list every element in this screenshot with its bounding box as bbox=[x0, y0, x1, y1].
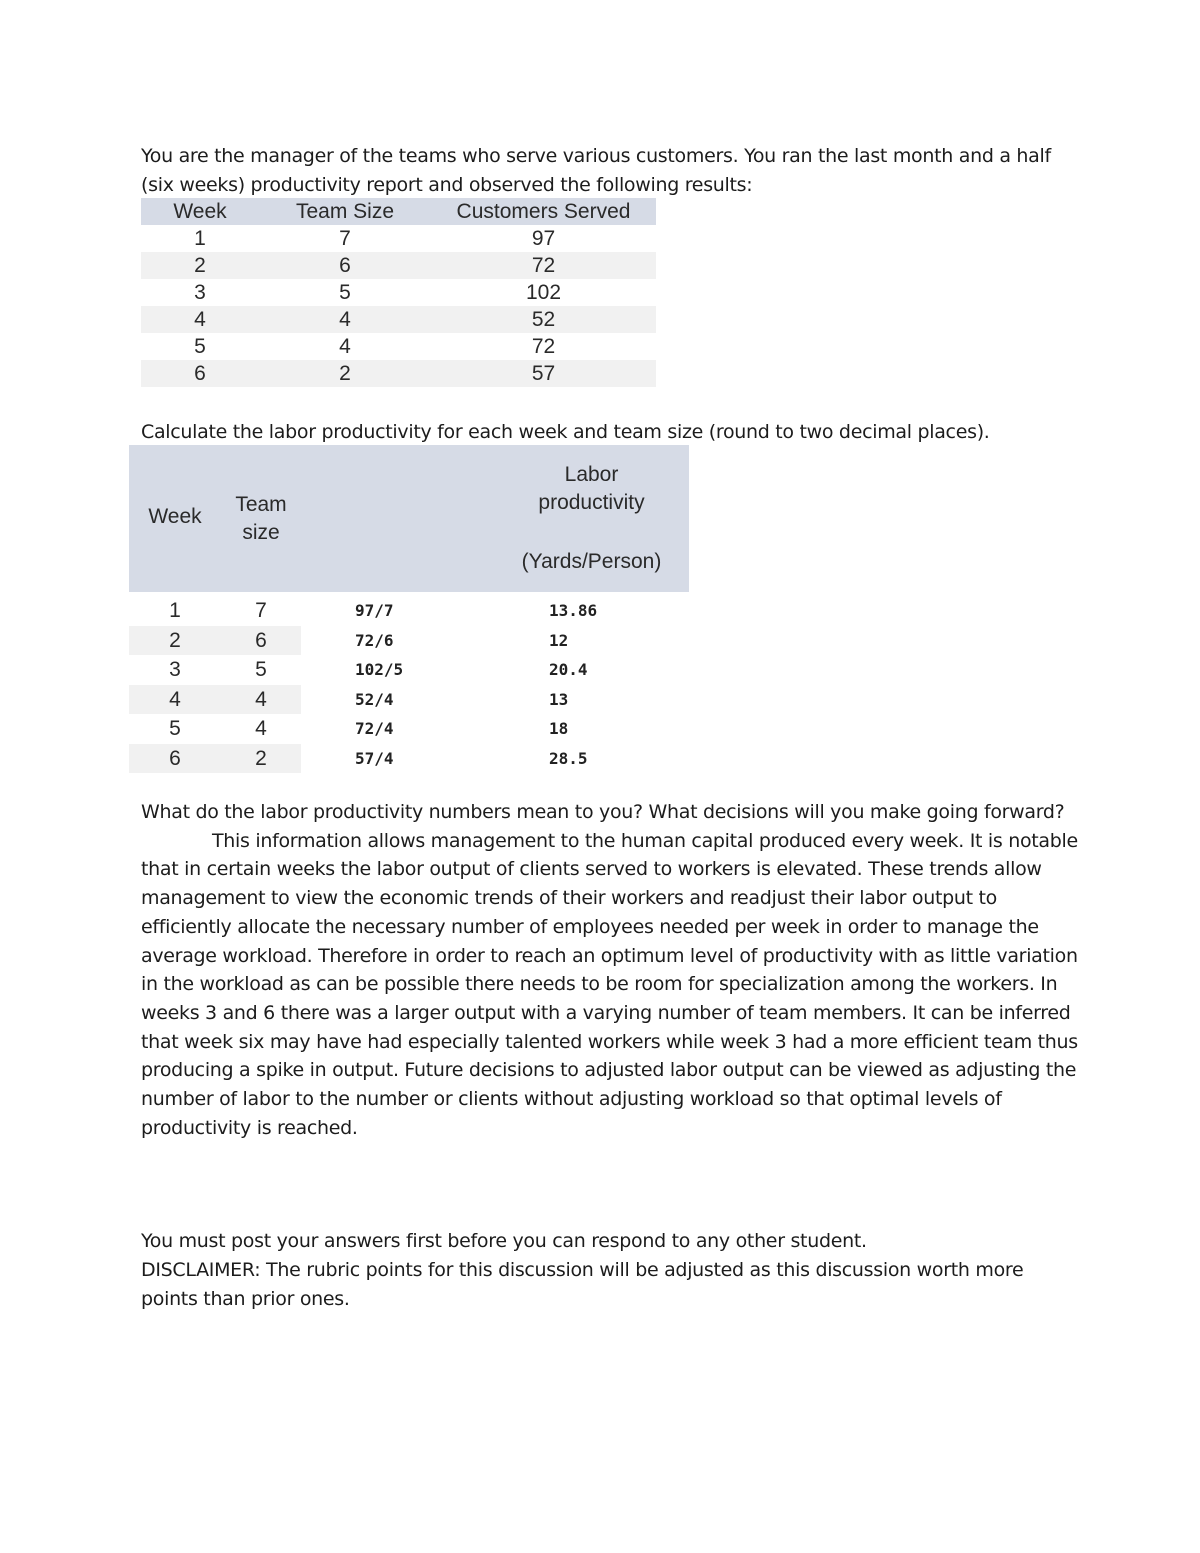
cell-productivity: 13 bbox=[549, 689, 569, 709]
cell-formula: 97/7 bbox=[355, 601, 394, 620]
header-team-size: Team Size bbox=[295, 200, 395, 223]
cell-customers: 52 bbox=[531, 308, 556, 331]
cell-week: 6 bbox=[194, 362, 206, 385]
answer-paragraph bbox=[141, 827, 1081, 1143]
table-row bbox=[129, 655, 689, 685]
answer-section bbox=[141, 798, 1081, 1142]
table-row bbox=[141, 279, 656, 306]
cell-team-size: 5 bbox=[339, 281, 351, 304]
header-week: Week bbox=[148, 505, 202, 528]
header-lp-line2: productivity bbox=[538, 491, 645, 514]
cell-team-size: 4 bbox=[255, 687, 267, 711]
cell-customers: 102 bbox=[525, 281, 562, 304]
table-row bbox=[129, 626, 689, 656]
cell-customers: 72 bbox=[531, 254, 556, 277]
results-table bbox=[141, 198, 656, 387]
table-row bbox=[129, 714, 689, 744]
cell-week: 2 bbox=[169, 628, 181, 652]
header-customers-served: Customers Served bbox=[456, 200, 631, 223]
productivity-table-body bbox=[129, 596, 689, 773]
cell-team-size: 6 bbox=[339, 254, 351, 277]
cell-week: 4 bbox=[169, 687, 181, 711]
header-week: Week bbox=[173, 200, 227, 223]
header-labor-productivity bbox=[509, 461, 674, 517]
cell-team-size: 4 bbox=[339, 308, 351, 331]
cell-formula: 72/6 bbox=[355, 630, 394, 650]
header-team-line1: Team bbox=[235, 493, 287, 516]
posting-note: You must post your answers first before you can respond to any other student. bbox=[141, 1230, 867, 1252]
question-calculate: Calculate the labor productivity for each week and team size (round to two decimal places). bbox=[141, 421, 990, 443]
header-unit: (Yards/Person) bbox=[521, 550, 662, 573]
cell-week: 2 bbox=[194, 254, 206, 277]
cell-formula: 57/4 bbox=[355, 748, 394, 768]
cell-customers: 72 bbox=[531, 335, 556, 358]
header-team-size bbox=[221, 491, 301, 547]
cell-team-size: 7 bbox=[339, 227, 351, 250]
question-meaning: What do the labor productivity numbers mean to you? What decisions will you make going forward? bbox=[141, 801, 1065, 823]
table-row bbox=[141, 333, 656, 360]
cell-week: 4 bbox=[194, 308, 206, 331]
cell-team-size: 2 bbox=[255, 746, 267, 770]
cell-customers: 97 bbox=[531, 227, 556, 250]
cell-productivity: 20.4 bbox=[549, 660, 588, 679]
cell-team-size: 7 bbox=[255, 599, 267, 622]
table-row bbox=[141, 360, 656, 387]
table-row bbox=[129, 744, 689, 774]
table-header-row bbox=[141, 198, 656, 225]
cell-team-size: 4 bbox=[255, 717, 267, 740]
cell-week: 5 bbox=[194, 335, 206, 358]
cell-productivity: 18 bbox=[549, 719, 569, 738]
cell-week: 1 bbox=[194, 227, 206, 250]
table-row bbox=[129, 596, 689, 626]
cell-team-size: 6 bbox=[255, 628, 267, 652]
cell-formula: 102/5 bbox=[355, 660, 404, 679]
cell-week: 3 bbox=[169, 658, 181, 681]
table-row bbox=[141, 252, 656, 279]
cell-week: 1 bbox=[169, 599, 181, 622]
cell-productivity: 28.5 bbox=[549, 748, 588, 768]
table-row bbox=[141, 225, 656, 252]
cell-week: 6 bbox=[169, 746, 181, 770]
header-lp-line1: Labor bbox=[564, 463, 619, 486]
disclaimer: DISCLAIMER: The rubric points for this discussion will be adjusted as this discussion worth more points than prior ones. bbox=[141, 1259, 1024, 1310]
cell-team-size: 2 bbox=[339, 362, 351, 385]
cell-week: 3 bbox=[194, 281, 206, 304]
cell-customers: 57 bbox=[531, 362, 556, 385]
closing-section bbox=[141, 1227, 1081, 1314]
productivity-table-header bbox=[129, 445, 689, 592]
cell-week: 5 bbox=[169, 717, 181, 740]
header-team-line2: size bbox=[242, 521, 280, 544]
table-row bbox=[141, 306, 656, 333]
intro-paragraph: You are the manager of the teams who serve various customers. You ran the last month and a half (six weeks) productivity report and observed the following results: bbox=[141, 145, 1051, 196]
productivity-table bbox=[129, 445, 689, 773]
cell-team-size: 5 bbox=[255, 658, 267, 681]
cell-formula: 52/4 bbox=[355, 689, 394, 709]
cell-team-size: 4 bbox=[339, 335, 351, 358]
cell-formula: 72/4 bbox=[355, 719, 394, 738]
table-row bbox=[129, 685, 689, 715]
cell-productivity: 12 bbox=[549, 630, 569, 650]
cell-productivity: 13.86 bbox=[549, 601, 598, 620]
answer-text: This information allows management to the human capital produced every week. It is notable that in certain weeks the labor output of clients served to workers is elevated. These trends allow management to view the economic trends of their workers and readjust their labor output to efficiently allocate the necessary number of employees needed per week in order to manage the average workload. Therefore in order to reach an optimum level of productivity with as little variation in the workload as can be possible there needs to be room for specialization among the workers. In weeks 3 and 6 there was a larger output with a varying number of team members. It can be inferred that week six may have had especially talented workers while week 3 had a more efficient team thus producing a spike in output. Future decisions to adjusted labor output can be viewed as adjusting the number of labor to the number or clients without adjusting workload so that optimal levels of productivity is reached. bbox=[141, 829, 1078, 1139]
